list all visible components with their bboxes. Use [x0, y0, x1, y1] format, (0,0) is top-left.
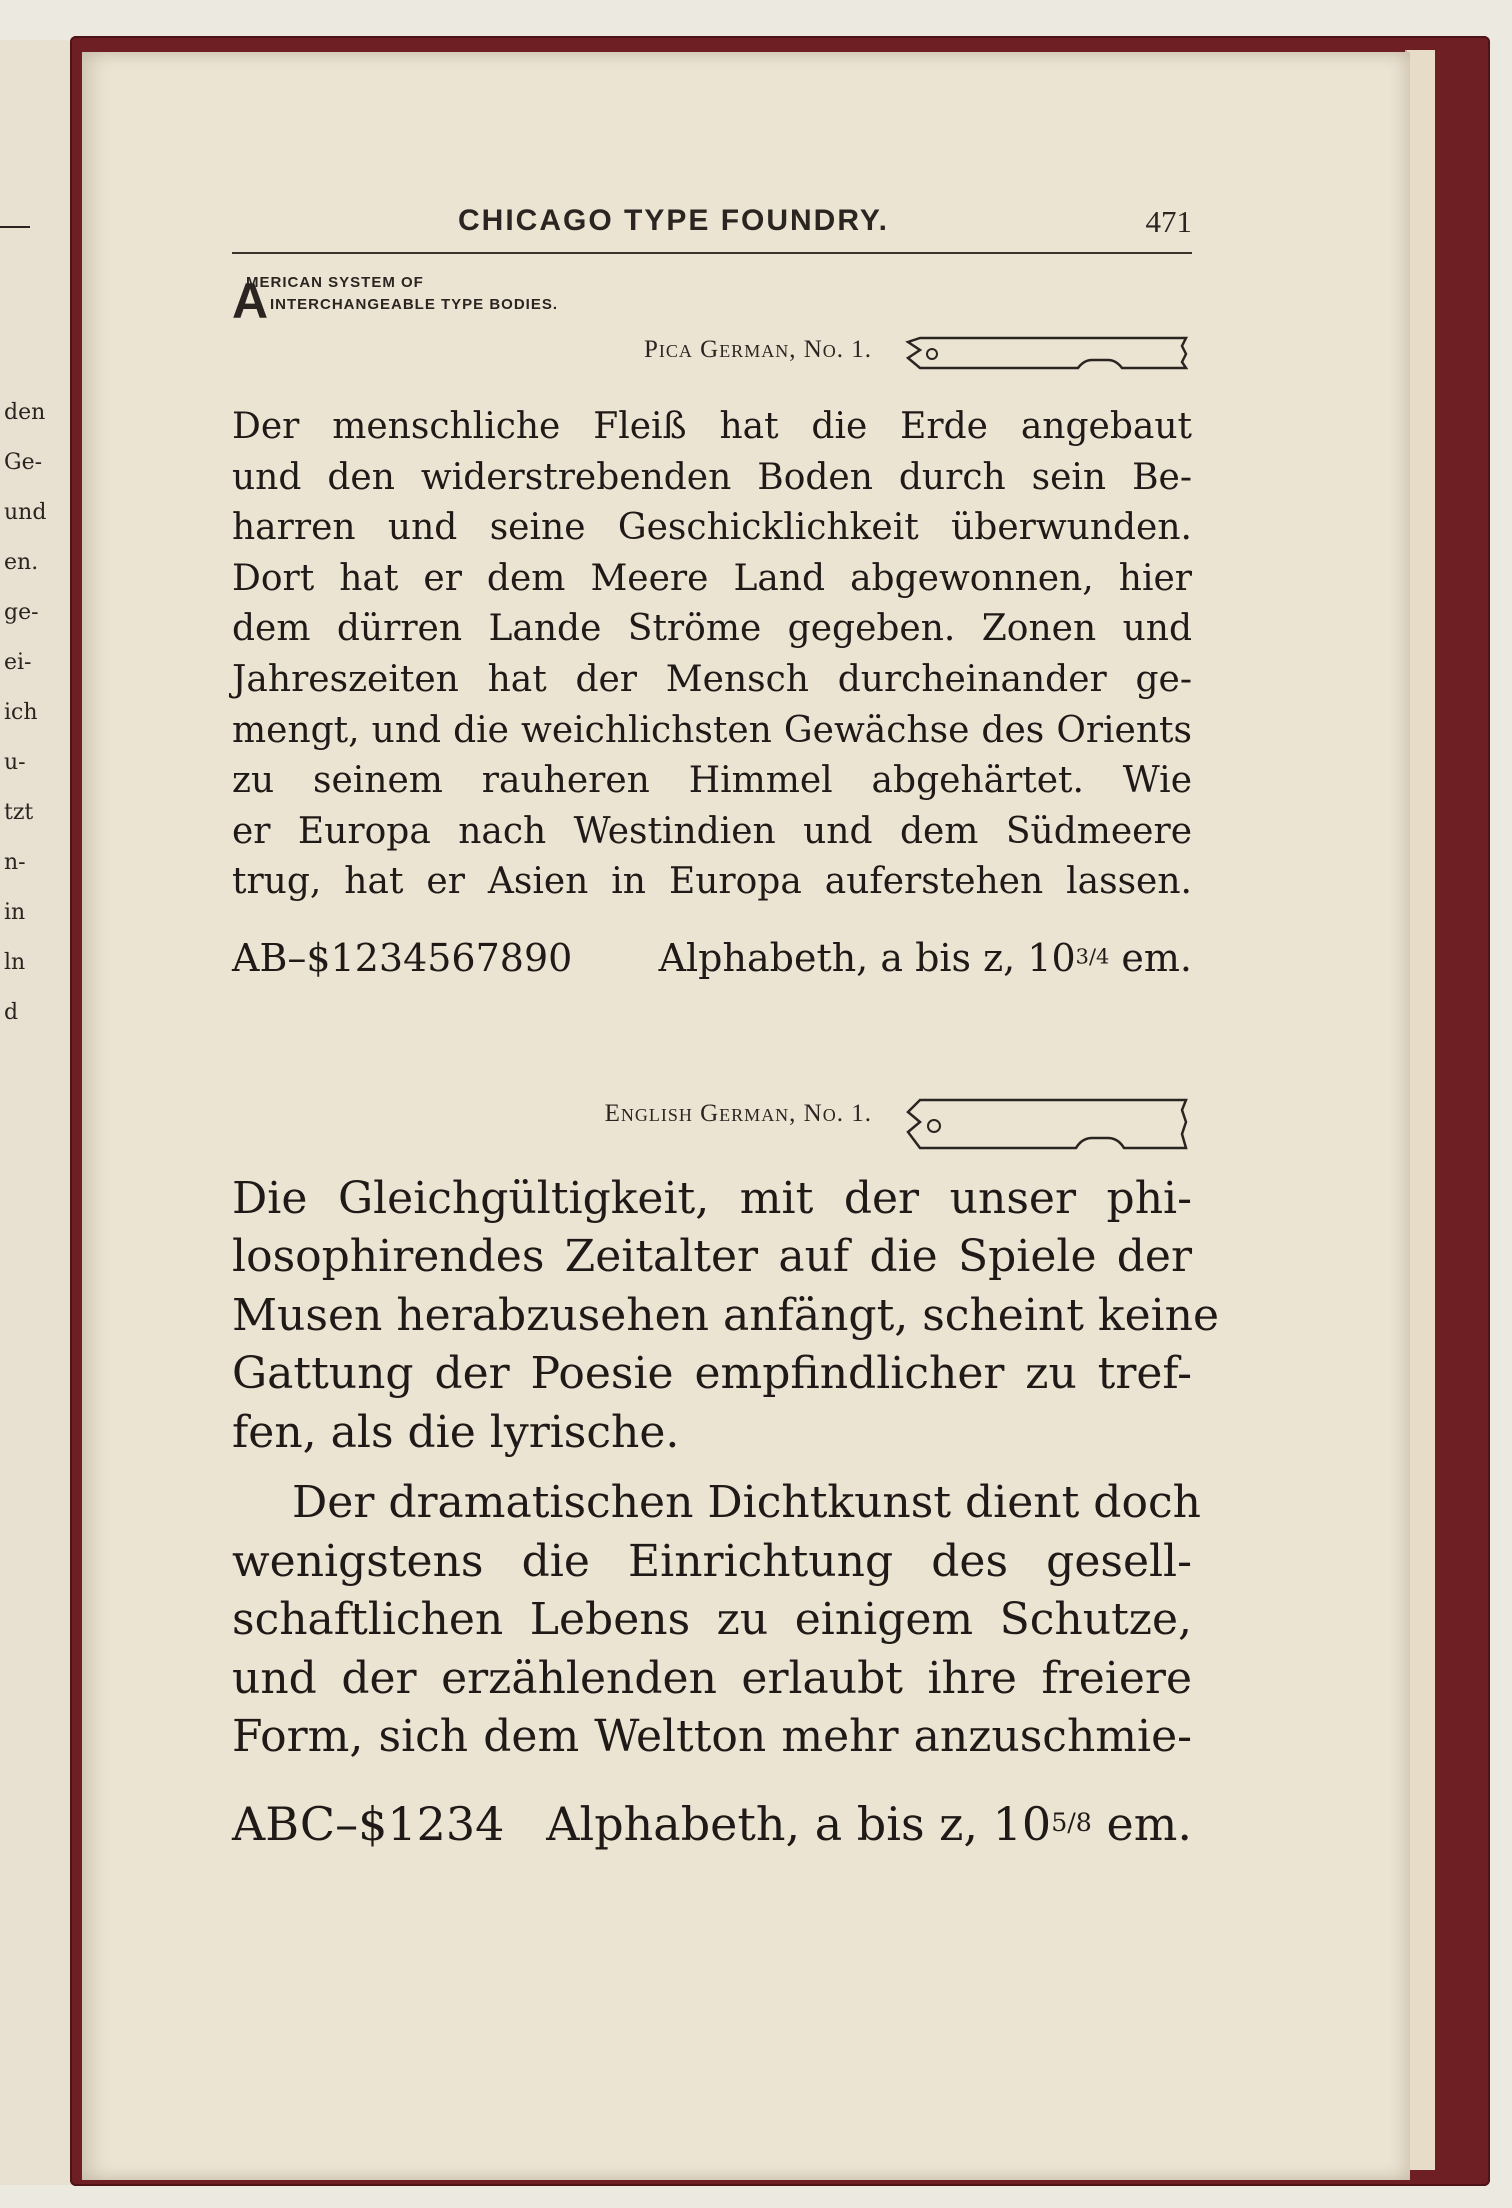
page-content: [232, 192, 1220, 1851]
specimen1-alphabet-measure: Alphabeth, a bis z, 103/4 em.: [658, 935, 1192, 980]
facing-page-fragment: ln: [4, 950, 26, 975]
specimen1-text: [232, 402, 1192, 908]
specimen1-line: harren und seine Geschicklichkeit überwunden.: [232, 507, 1192, 549]
facing-page-left: [0, 40, 77, 2185]
specimen2-alphabet-measure: Alphabeth, a bis z, 105/8 em.: [546, 1796, 1192, 1851]
type-body-icon: [902, 330, 1192, 374]
facing-page-fragment: ei-: [4, 650, 32, 675]
specimen2-header: [232, 1094, 1192, 1140]
specimen2-alphabet: [232, 1797, 1192, 1851]
facing-page-fragment: u-: [4, 750, 26, 775]
running-head-title: CHICAGO TYPE FOUNDRY.: [458, 204, 889, 237]
specimen1-line: mengt, und die weichlichsten Gewächse des Orients: [232, 709, 1192, 751]
specimen1-alphabet: [232, 936, 1192, 980]
specimen2-line: Musen herabzusehen anfängt, scheint keine: [232, 1289, 1220, 1341]
specimen2-line: fen, als die lyrische.: [232, 1406, 680, 1458]
specimen1-line: zu seinem rauheren Himmel abgehärtet. Wie: [232, 760, 1192, 802]
facing-page-fragment: n-: [4, 850, 26, 875]
specimen2-line: Gattung der Poesie empfindlicher zu tref-: [232, 1348, 1192, 1400]
facing-page-rule: [0, 226, 30, 228]
running-header: [232, 192, 1192, 254]
specimen2-text: [232, 1170, 1220, 1767]
specimen2-paragraph1: [232, 1170, 1220, 1463]
specimen1-line: er Europa nach Westindien und dem Südmeere: [232, 810, 1192, 852]
facing-page-fragment: en.: [4, 550, 39, 575]
facing-page-fragment: ge-: [4, 600, 39, 625]
specimen2-fraction: 5/8: [1051, 1808, 1092, 1838]
specimen2-line: Der dramatischen Dichtkunst dient doch: [292, 1477, 1201, 1529]
specimen1-line: Der menschliche Fleiß hat die Erde angebaut: [232, 406, 1192, 447]
specimen2-alphabet-sample: ABC–$1234: [232, 1796, 505, 1851]
system-heading: [232, 274, 1192, 330]
specimen1-line: und den widerstrebenden Boden durch sein Be-: [232, 456, 1192, 498]
system-initial: A: [232, 273, 269, 329]
specimen2-line: und der erzählenden erlaubt ihre freiere: [232, 1652, 1192, 1704]
specimen2-line: losophirendes Zeitalter auf die Spiele der: [232, 1231, 1192, 1283]
page-number: 471: [1145, 204, 1192, 239]
facing-page-fragment: Ge-: [4, 450, 43, 475]
facing-page-fragment: in: [4, 900, 26, 925]
facing-page-fragment: d: [4, 1000, 19, 1025]
facing-page-fragment: den: [4, 400, 46, 425]
specimen1-header: [232, 330, 1192, 376]
type-body-icon: [902, 1094, 1192, 1154]
specimen1-label: Pica German, No. 1.: [643, 336, 872, 363]
facing-page-fragment: ich: [4, 700, 38, 725]
specimen2-label: English German, No. 1.: [604, 1099, 872, 1127]
specimen1-line: Dort hat er dem Meere Land abgewonnen, hier: [232, 557, 1192, 599]
specimen1-line: dem dürren Lande Ströme gegeben. Zonen und: [232, 608, 1192, 650]
facing-page-fragment: und: [4, 500, 47, 525]
specimen2-line: Form, sich dem Weltton mehr anzuschmie-: [232, 1711, 1192, 1763]
specimen2-line: Die Gleichgültigkeit, mit der unser phi-: [232, 1172, 1192, 1224]
book-page: [82, 52, 1410, 2180]
system-heading-line2: INTERCHANGEABLE TYPE BODIES.: [270, 296, 559, 313]
system-heading-line1: MERICAN SYSTEM OF: [246, 274, 424, 291]
specimen1-line: Jahreszeiten hat der Mensch durcheinander ge-: [232, 658, 1192, 700]
specimen2-line: wenigstens die Einrichtung des gesell-: [232, 1535, 1192, 1587]
specimen1-alphabet-sample: AB–$1234567890: [232, 935, 573, 980]
specimen1-fraction: 3/4: [1075, 944, 1110, 969]
facing-page-fragment: tzt: [4, 800, 34, 825]
specimen2-line: schaftlichen Lebens zu einigem Schutze,: [232, 1594, 1192, 1646]
specimen1-line: trug, hat er Asien in Europa auferstehen lassen.: [232, 861, 1192, 903]
specimen2-paragraph2: [232, 1474, 1201, 1767]
